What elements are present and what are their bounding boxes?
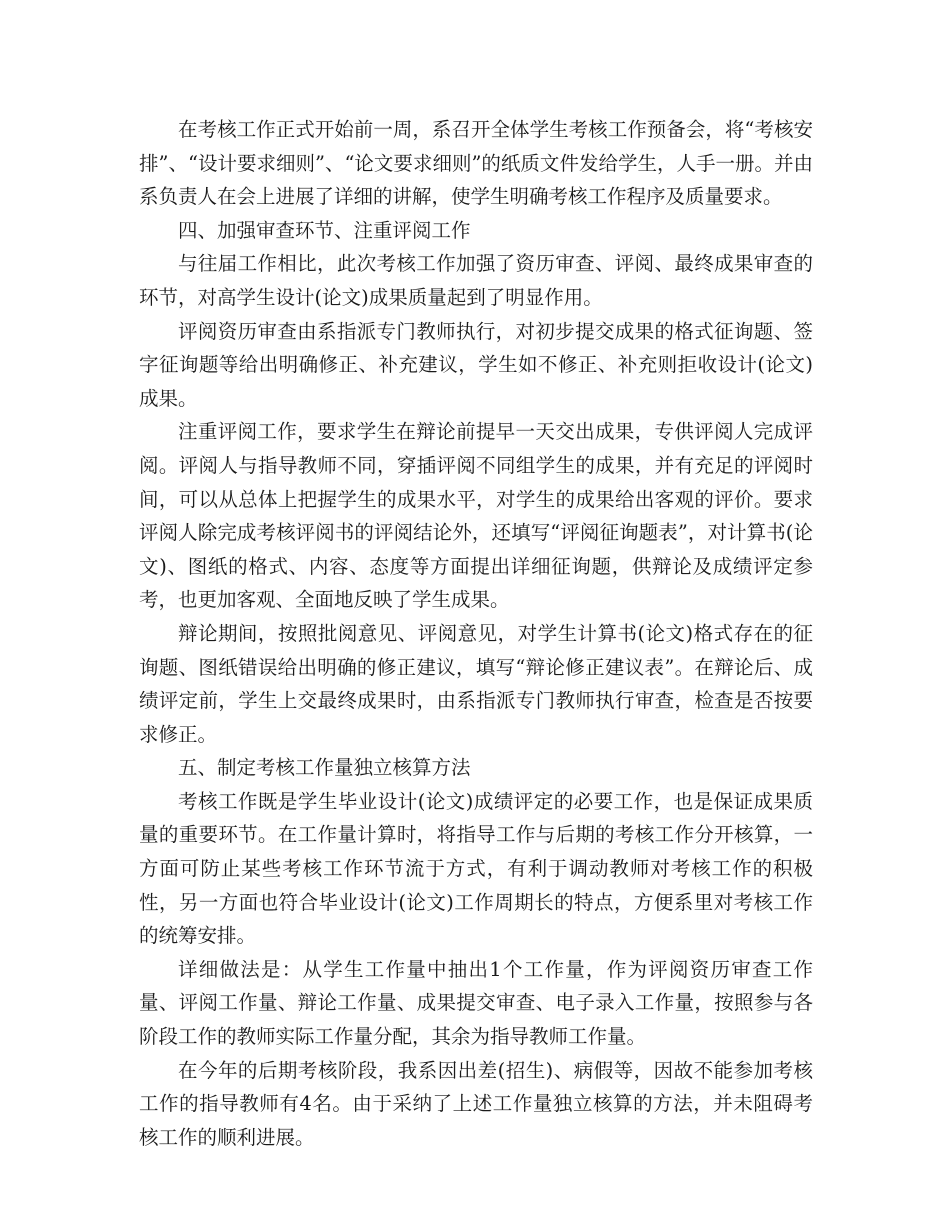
paragraph-review-work: 注重评阅工作，要求学生在辩论前提早一天交出成果，专供评阅人完成评阅。评阅人与指导教师不同，穿插评阅不同组学生的成果，并有充足的评阅时间，可以从总体上把握学生的成果水平，对学生的成果给出客观的评价。要求评阅人除完成考核评阅书的评阅结论外，还填写“评阅征询题表”，对计算书(论文)、图纸的格式、内容、态度等方面提出详细征询题，供辩论及成绩评定参考，也更加客观、全面地反映了学生成果。 — [139, 420, 813, 612]
paragraph-workload-importance: 考核工作既是学生毕业设计(论文)成绩评定的必要工作，也是保证成果质量的重要环节。在工作量计算时，将指导工作与后期的考核工作分开核算，一方面可防止某些考核工作环节流于方式，有利于调动教师对考核工作的积极性，另一方面也符合毕业设计(论文)工作周期长的特点，方便系里对考核工作的统筹安排。 — [139, 789, 813, 948]
paragraph-this-year: 在今年的后期考核阶段，我系因出差(招生)、病假等，因故不能参加考核工作的指导教师有4名。由于采纳了上述工作量独立核算的方法，并未阻碍考核工作的顺利进展。 — [139, 1058, 813, 1149]
paragraph-preparation-meeting: 在考核工作正式开始前一周，系召开全体学生考核工作预备会，将“考核安排”、“设计要求细则”、“论文要求细则”的纸质文件发给学生，人手一册。并由系负责人在会上进展了详细的讲解，使学生明确考核工作程序及质量要求。 — [139, 118, 813, 209]
section-heading-five: 五、制定考核工作量独立核算方法 — [178, 756, 471, 780]
paragraph-review-comparison: 与往届工作相比，此次考核工作加强了资历审查、评阅、最终成果审查的环节，对高学生设计(论文)成果质量起到了明显作用。 — [139, 252, 813, 309]
section-heading-four: 四、加强审查环节、注重评阅工作 — [178, 218, 471, 242]
paragraph-detailed-method: 详细做法是：从学生工作量中抽出1个工作量，作为评阅资历审查工作量、评阅工作量、辩论工作量、成果提交审查、电子录入工作量，按照参与各阶段工作的教师实际工作量分配，其余为指导教师工作量。 — [139, 957, 813, 1049]
document-body — [139, 113, 813, 1154]
paragraph-defense-period: 辩论期间，按照批阅意见、评阅意见，对学生计算书(论文)格式存在的征询题、图纸错误给出明确的修正建议，填写“辩论修正建议表”。在辩论后、成绩评定前，学生上交最终成果时，由系指派专门教师执行审查，检查是否按要求修正。 — [139, 621, 813, 746]
paragraph-qualification-review: 评阅资历审查由系指派专门教师执行，对初步提交成果的格式征询题、签字征询题等给出明确修正、补充建议，学生如不修正、补充则拒收设计(论文)成果。 — [139, 319, 813, 410]
